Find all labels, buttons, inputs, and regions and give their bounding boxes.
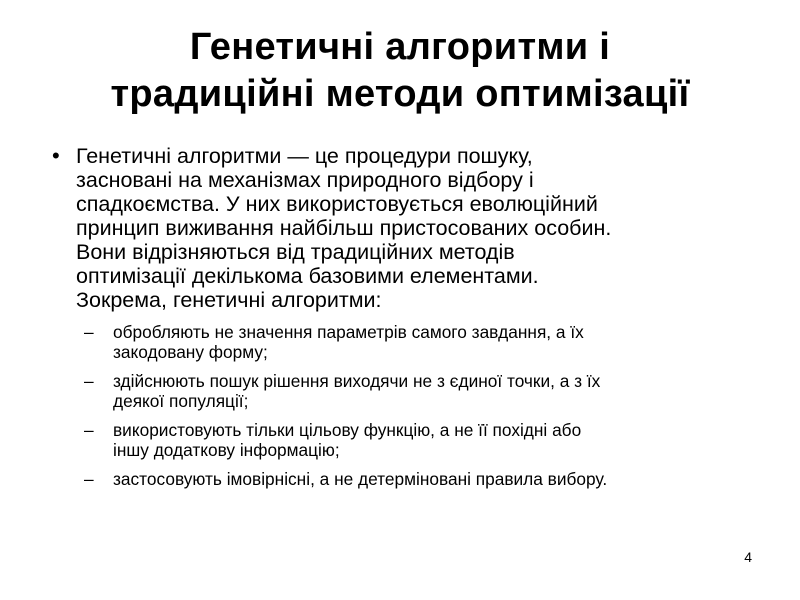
sub-bullet-item	[84, 469, 764, 489]
sub-bullet-list	[84, 322, 764, 498]
main-text-line: засновані на механізмах природного відбору і	[76, 168, 534, 192]
main-text-line: Зокрема, генетичні алгоритми:	[76, 288, 382, 312]
main-text-line: принцип виживання найбільш пристосованих особин.	[76, 216, 612, 240]
bullet-dot: •	[52, 143, 60, 168]
sub-bullet-item	[84, 420, 764, 460]
main-text-line: спадкоємства. У них використовується еволюційний	[76, 192, 598, 216]
slide-title	[40, 24, 760, 118]
dash-marker: –	[84, 371, 94, 391]
sub-item-line: обробляють не значення параметрів самого завдання, а їх	[113, 322, 584, 342]
main-text-line: Генетичні алгоритми — це процедури пошуку,	[76, 144, 533, 168]
sub-item-line: іншу додаткову інформацію;	[113, 440, 340, 460]
sub-item-line: закодовану форму;	[113, 342, 268, 362]
sub-item-line: деякої популяції;	[113, 391, 249, 411]
sub-item-line: використовують тільки цільову функцію, а не її похідні або	[113, 420, 582, 440]
sub-bullet-item	[84, 371, 764, 411]
title-line: традиційні методи оптимізації	[110, 73, 690, 115]
sub-item-line: застосовують імовірнісні, а не детерміновані правила вибору.	[113, 469, 608, 489]
page-number: 4	[744, 549, 752, 565]
main-bullet-text	[76, 144, 757, 312]
main-text-line: оптимізації декількома базовими елементами.	[76, 264, 539, 288]
sub-item-line: здійснюють пошук рішення виходячи не з єдиної точки, а з їх	[113, 371, 601, 391]
dash-marker: –	[84, 469, 94, 489]
main-text-line: Вони відрізняються від традиційних методів	[76, 240, 515, 264]
main-bullet	[52, 144, 757, 312]
title-line: Генетичні алгоритми і	[189, 26, 611, 68]
dash-marker: –	[84, 420, 94, 440]
dash-marker: –	[84, 322, 94, 342]
sub-bullet-item	[84, 322, 764, 362]
